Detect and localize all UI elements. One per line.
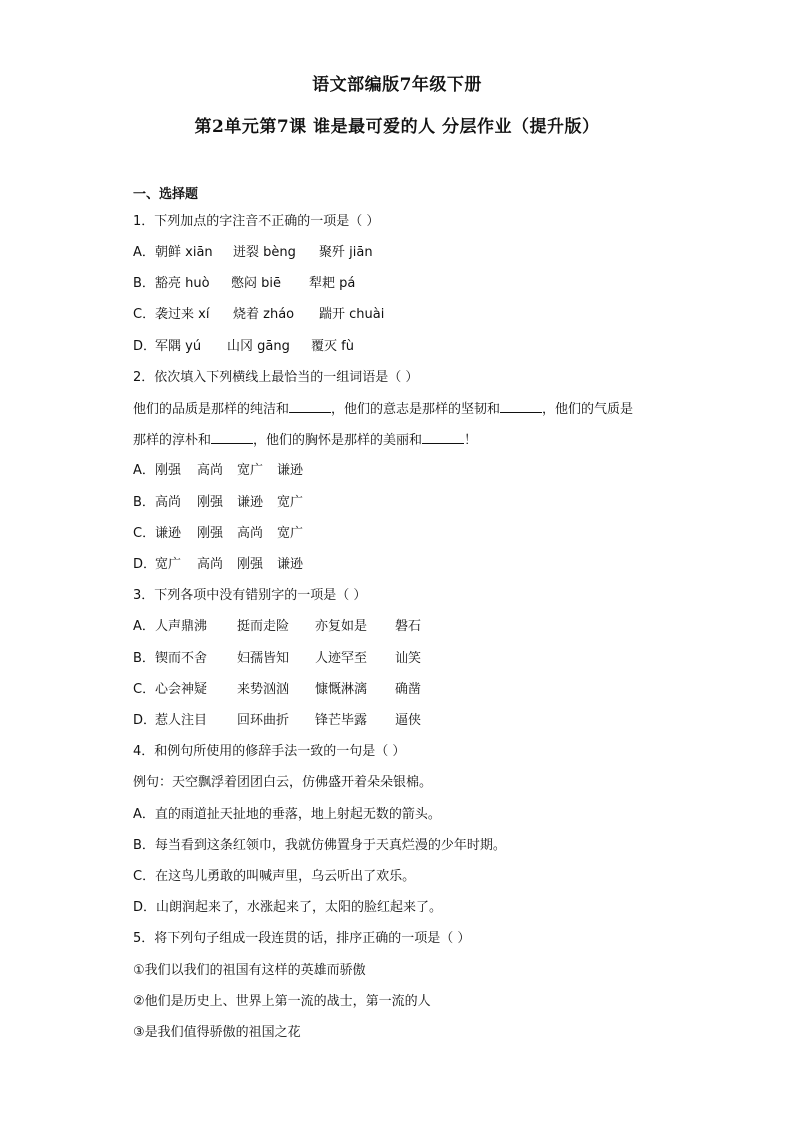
option-item: 宽广 xyxy=(237,463,264,478)
passage-text: 那样的淳朴和 xyxy=(133,433,212,448)
option-label: D． xyxy=(133,339,157,354)
option-label: C． xyxy=(133,682,156,697)
question-2-stem: 2．依次填入下列横线上最恰当的一组词语是（ ） xyxy=(133,370,419,385)
option-item: 人声鼎沸 xyxy=(155,619,208,634)
fill-blank xyxy=(422,431,464,444)
option-item: 宽广 xyxy=(277,526,304,541)
option-item: 聚歼 jiān xyxy=(319,245,373,260)
question-1-option-c xyxy=(133,306,384,324)
option-label: A． xyxy=(133,245,155,260)
option-item: 憋闷 biē xyxy=(231,276,281,291)
option-label: B． xyxy=(133,276,155,291)
question-5-sentence-3: ③是我们值得骄傲的祖国之花 xyxy=(133,1025,301,1040)
question-4-option-a: A．直的雨道扯天扯地的垂落，地上射起无数的箭头。 xyxy=(133,807,441,822)
option-item: 宽广 xyxy=(155,557,182,572)
option-label: C． xyxy=(133,526,156,541)
option-label: A． xyxy=(133,619,155,634)
question-3-option-a xyxy=(133,618,421,636)
option-item: 逼侠 xyxy=(395,713,422,728)
option-label: C． xyxy=(133,307,156,322)
fill-blank xyxy=(289,400,331,413)
option-item: 心会神疑 xyxy=(155,682,208,697)
passage-text: ，他们的胸怀是那样的美丽和 xyxy=(253,433,423,448)
option-item: 豁亮 huò xyxy=(155,276,210,291)
fill-blank xyxy=(211,431,253,444)
option-item: 刚强 xyxy=(197,526,224,541)
option-item: 高尚 xyxy=(237,526,264,541)
option-item: 高尚 xyxy=(197,557,224,572)
option-item: 朝鲜 xiān xyxy=(155,245,213,260)
question-3-stem: 3．下列各项中没有错别字的一项是（ ） xyxy=(133,588,367,603)
option-item: 谦逊 xyxy=(237,495,264,510)
question-2-option-c xyxy=(133,525,303,543)
option-item: 锋芒毕露 xyxy=(315,713,368,728)
option-item: 山冈 gāng xyxy=(227,339,290,354)
option-label: D． xyxy=(133,557,157,572)
option-item: 宽广 xyxy=(277,495,304,510)
option-item: 高尚 xyxy=(155,495,182,510)
question-4-example: 例句：天空飘浮着团团白云，仿佛盛开着朵朵银棉。 xyxy=(133,775,433,790)
option-item: 高尚 xyxy=(197,463,224,478)
option-item: 人迹罕至 xyxy=(315,651,368,666)
question-5-sentence-1: ①我们以我们的祖国有这样的英雄而骄傲 xyxy=(133,963,366,978)
section-heading: 一、选择题 xyxy=(133,187,199,202)
option-item: 惹人注目 xyxy=(155,713,208,728)
question-2-option-b xyxy=(133,494,303,512)
question-1-option-b xyxy=(133,275,355,293)
option-item: 刚强 xyxy=(237,557,264,572)
question-4-stem: 4．和例句所使用的修辞手法一致的一句是（ ） xyxy=(133,744,406,759)
option-item: 谦逊 xyxy=(277,557,304,572)
passage-text: ！ xyxy=(464,433,478,448)
option-item: 刚强 xyxy=(197,495,224,510)
question-3-option-b xyxy=(133,650,421,668)
option-label: D． xyxy=(133,713,157,728)
option-item: 回环曲折 xyxy=(237,713,290,728)
option-item: 锲而不舍 xyxy=(155,651,208,666)
document-title: 语文部编版7年级下册 xyxy=(312,75,482,95)
question-1-stem: 1．下列加点的字注音不正确的一项是（ ） xyxy=(133,214,380,229)
question-2-option-d xyxy=(133,556,303,574)
passage-text: ，他们的气质是 xyxy=(542,402,634,417)
question-3-option-c xyxy=(133,681,421,699)
option-item: 覆灭 fù xyxy=(311,339,354,354)
fill-blank xyxy=(500,400,542,413)
question-2-passage-line-2 xyxy=(133,431,477,450)
question-5-sentence-2: ②他们是历史上、世界上第一流的战士，第一流的人 xyxy=(133,994,431,1009)
question-4-option-d: D．山朗润起来了，水涨起来了，太阳的脸红起来了。 xyxy=(133,900,443,915)
option-item: 犁耙 pá xyxy=(309,276,356,291)
option-item: 刚强 xyxy=(155,463,182,478)
question-4-option-c: C．在这鸟儿勇敢的叫喊声里，乌云听出了欢乐。 xyxy=(133,869,416,884)
passage-text: ，他们的意志是那样的坚韧和 xyxy=(331,402,501,417)
option-item: 来势汹汹 xyxy=(237,682,290,697)
option-item: 烧着 zháo xyxy=(233,307,295,322)
question-2-passage-line-1 xyxy=(133,400,633,419)
option-item: 谦逊 xyxy=(155,526,182,541)
question-2-option-a xyxy=(133,462,303,480)
option-item: 讪笑 xyxy=(395,651,422,666)
question-5-stem: 5．将下列句子组成一段连贯的话，排序正确的一项是（ ） xyxy=(133,931,471,946)
option-item: 妇孺皆知 xyxy=(237,651,290,666)
question-1-option-a xyxy=(133,244,373,262)
option-item: 踹开 chuài xyxy=(319,307,385,322)
option-item: 军隅 yú xyxy=(155,339,202,354)
option-item: 袭过来 xí xyxy=(155,307,210,322)
option-item: 慷慨淋漓 xyxy=(315,682,368,697)
option-item: 磐石 xyxy=(395,619,422,634)
option-item: 亦复如是 xyxy=(315,619,368,634)
passage-text: 他们的品质是那样的纯洁和 xyxy=(133,402,290,417)
document-subtitle: 第2单元第7课 谁是最可爱的人 分层作业（提升版） xyxy=(194,117,600,137)
question-3-option-d xyxy=(133,712,421,730)
option-label: B． xyxy=(133,495,155,510)
option-label: B． xyxy=(133,651,155,666)
option-item: 确凿 xyxy=(395,682,422,697)
question-4-option-b: B．每当看到这条红领巾，我就仿佛置身于天真烂漫的少年时期。 xyxy=(133,838,506,853)
question-1-option-d xyxy=(133,338,354,356)
option-item: 谦逊 xyxy=(277,463,304,478)
option-item: 挺而走险 xyxy=(237,619,290,634)
option-label: A． xyxy=(133,463,155,478)
option-item: 迸裂 bèng xyxy=(233,245,296,260)
